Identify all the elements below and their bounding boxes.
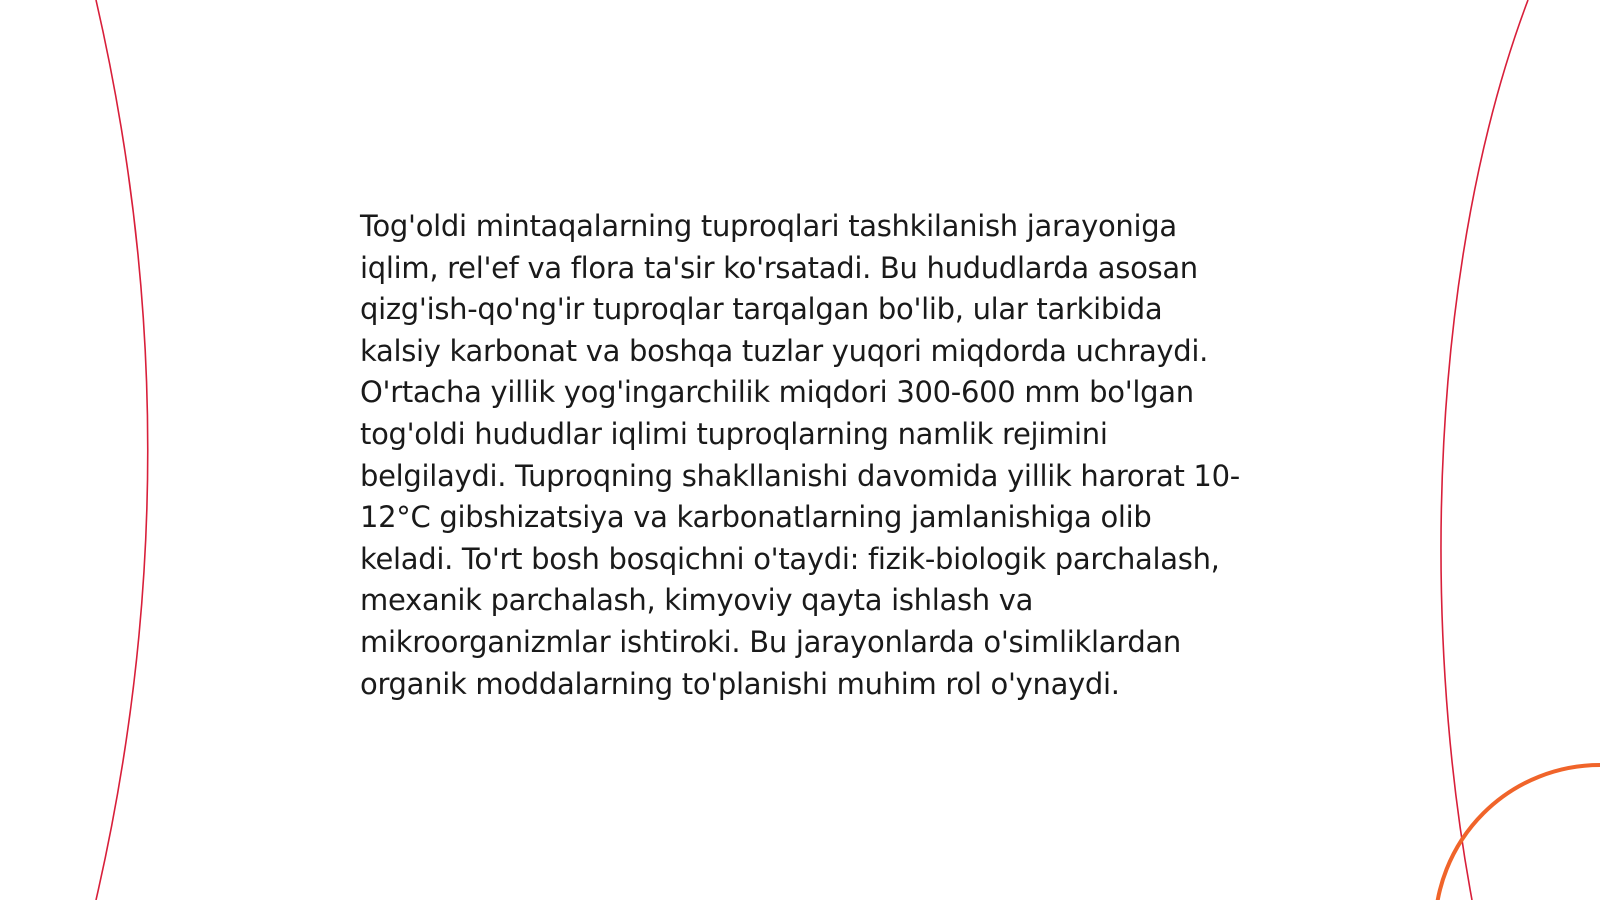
corner-orange-arc (1435, 765, 1600, 900)
left-decorative-curve (96, 0, 148, 900)
slide-body-text: Tog'oldi mintaqalarning tuproqlari tashkilanish jarayoniga iqlim, rel'ef va flora ta'sir ko'rsatadi. Bu hududlarda asosan qizg'ish-qo'ng'ir tuproqlar tarqalgan bo'lib, ular tarkibida kalsiy karbonat va boshqa tuzlar yuqori miqdorda uchraydi. O'rtacha yillik yog'ingarchilik miqdori 300-600 mm bo'lgan tog'oldi hududlar iqlimi tuproqlarning namlik rejimini belgilaydi. Tuproqning shakllanishi davomida yillik harorat 10-12°C gibshizatsiya va karbonatlarning jamlanishiga olib keladi. To'rt bosh bosqichni o'taydi: fizik-biologik parchalash, mexanik parchalash, kimyoviy qayta ishlash va mikroorganizmlar ishtiroki. Bu jarayonlarda o'simliklardan organik moddalarning to'planishi muhim rol o'ynaydi. (360, 209, 1240, 701)
right-decorative-curve (1441, 0, 1528, 900)
